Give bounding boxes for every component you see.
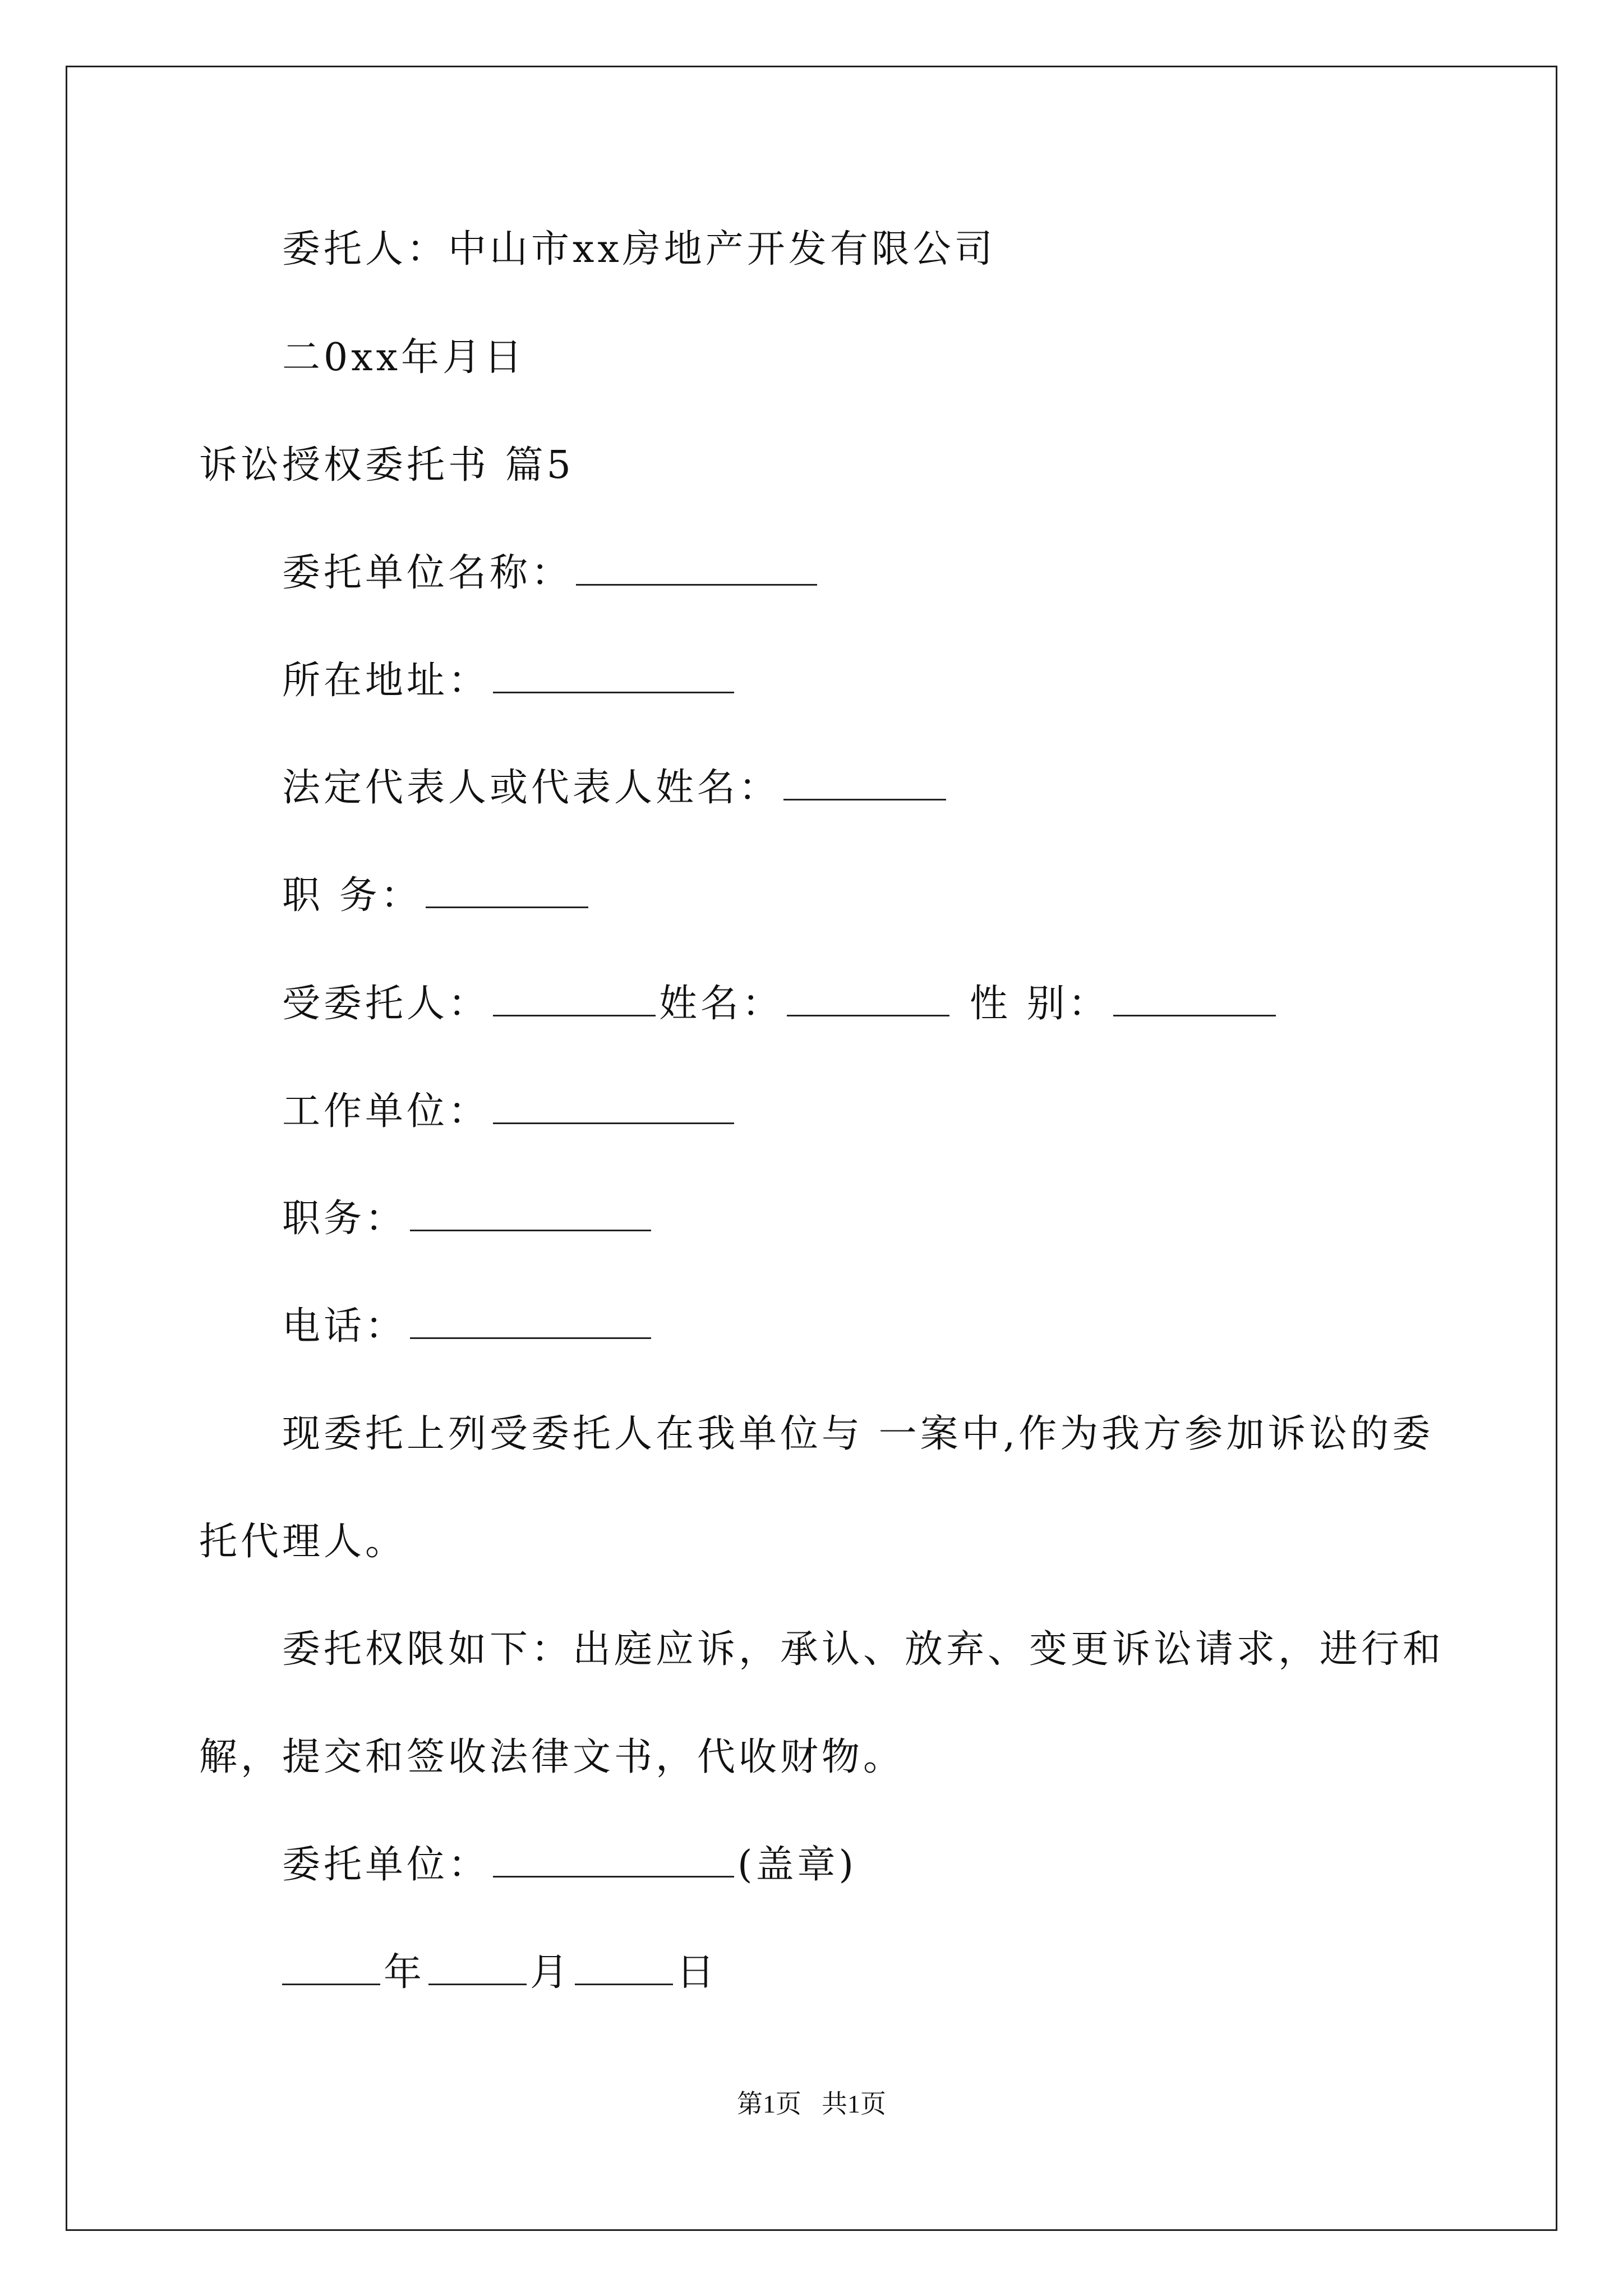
day-label: 日 [676,1950,718,1995]
job-line [282,1197,654,1241]
legal-rep-line [282,766,949,811]
seal-note: (盖章) [737,1843,857,1887]
position-label: 职 务： [282,873,422,918]
phone-blank [410,1305,651,1339]
workplace-line [282,1089,737,1134]
address-label: 所在地址： [282,659,490,703]
signature-date-line [282,1950,718,1995]
workplace-label: 工作单位： [282,1089,490,1134]
name-blank [787,982,949,1016]
entrusting-unit-name-blank [576,551,817,586]
position-blank [426,874,588,908]
scope-para-line2: 解，提交和签收法律文书，代收财物。 [199,1735,905,1779]
position-line [282,873,592,918]
entrusting-unit-label: 委托单位： [282,1843,490,1887]
date-line: 二0xx年月日 [282,335,525,380]
address-blank [493,659,734,693]
page-total: 共1页 [822,2090,886,2118]
workplace-blank [493,1090,734,1124]
authorization-para-line1: 现委托上列受委托人在我单位与 一案中,作为我方参加诉讼的委 [282,1412,1434,1456]
entrusting-unit-name-label: 委托单位名称： [282,551,573,595]
scope-para-line1: 委托权限如下：出庭应诉，承认、放弃、变更诉讼请求，进行和 [282,1627,1445,1672]
page-border [66,66,1557,2231]
authorization-para-line2: 托代理人。 [199,1520,407,1564]
agent-line [282,982,1279,1027]
entrusting-unit-blank [493,1843,734,1878]
month-label: 月 [530,1950,572,1995]
address-line [282,659,737,703]
page-footer [0,2083,1623,2120]
entrusting-unit-name-line [282,551,820,596]
name-label: 姓名： [659,982,784,1026]
gender-label: 性 别： [970,982,1110,1026]
year-blank [282,1951,380,1985]
legal-rep-blank [783,766,946,800]
agent-blank [493,982,656,1016]
month-blank [428,1951,527,1985]
entrusting-unit-seal-line [282,1843,857,1888]
agent-label: 受委托人： [282,982,490,1026]
year-label: 年 [384,1950,426,1995]
section-heading: 诉讼授权委托书 篇5 [199,443,574,487]
job-blank [410,1197,651,1231]
phone-label: 电话： [282,1304,407,1349]
gender-blank [1113,982,1276,1016]
phone-line [282,1304,654,1349]
entrustor-line: 委托人：中山市xx房地产开发有限公司 [282,227,996,272]
page-number: 第1页 [737,2090,801,2118]
day-blank [575,1951,673,1985]
job-label: 职务： [282,1197,407,1241]
legal-rep-label: 法定代表人或代表人姓名： [282,766,781,810]
